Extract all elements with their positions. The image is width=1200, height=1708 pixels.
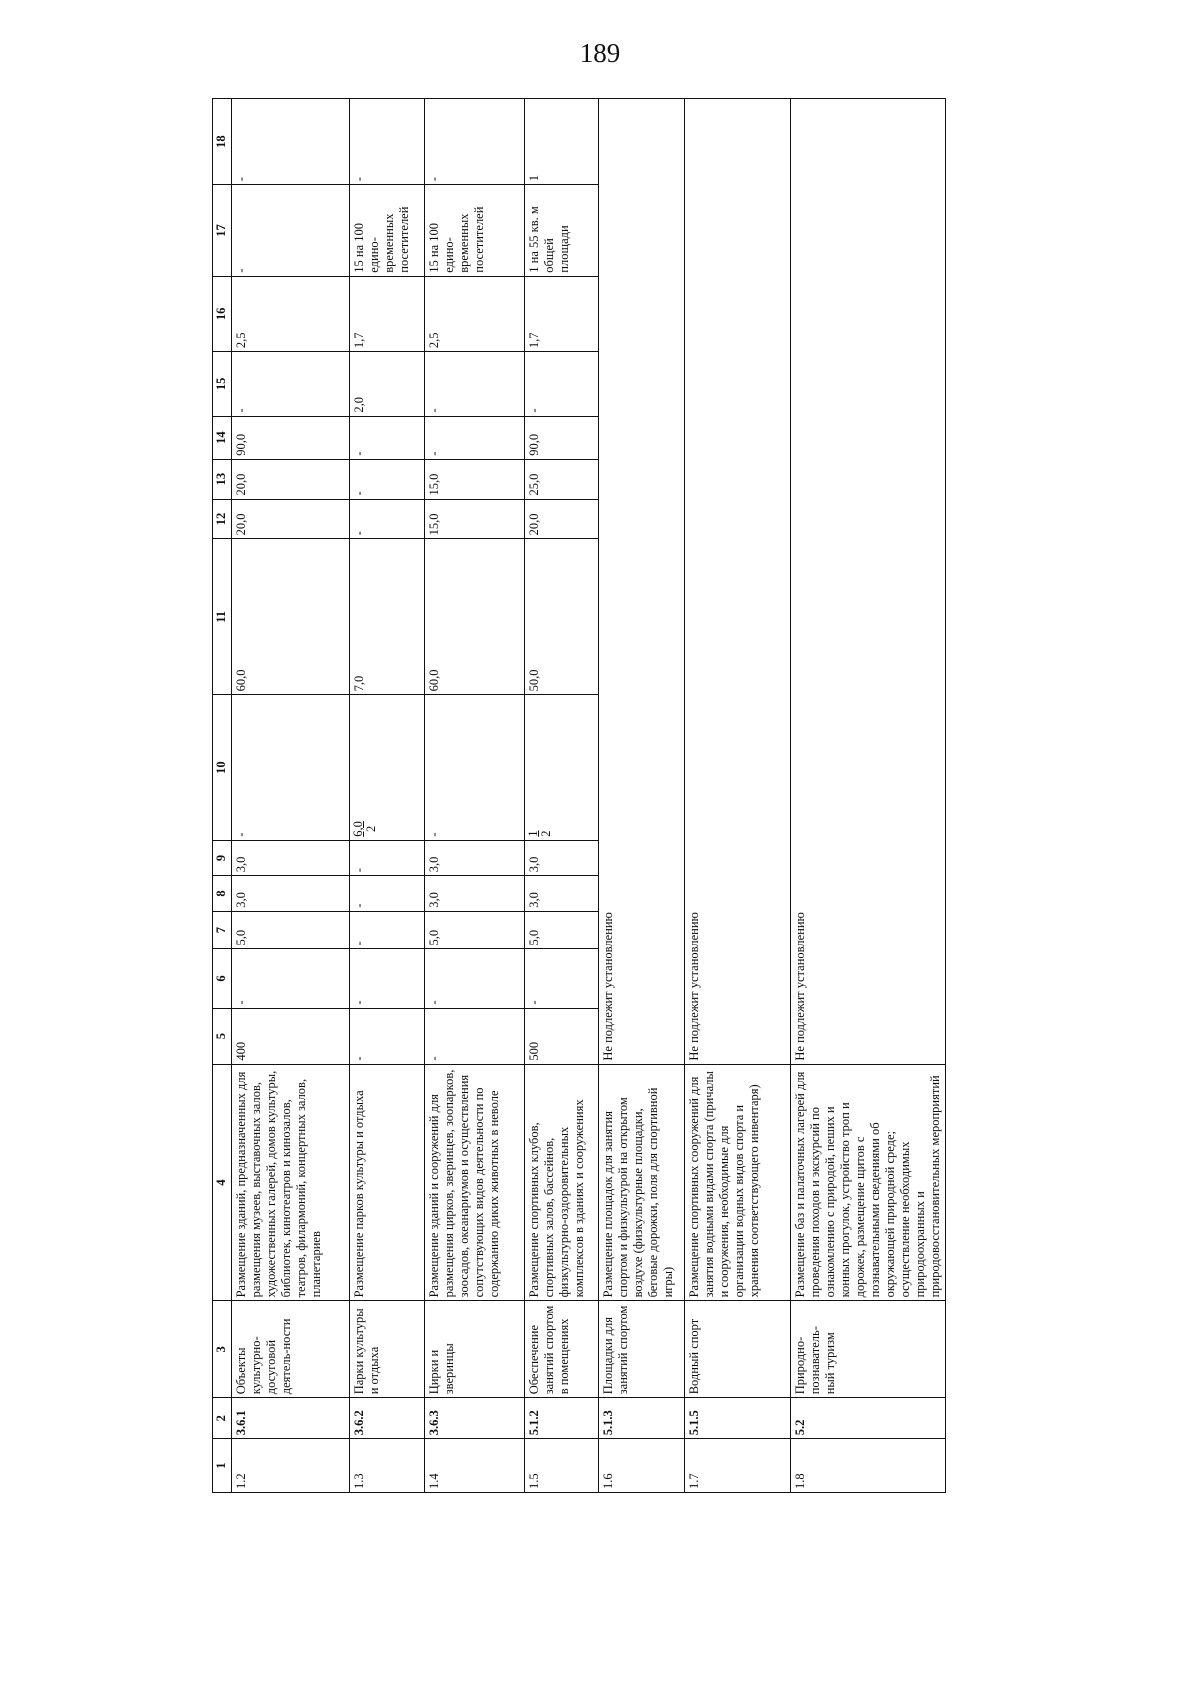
cell-17: 15 на 100 едино-временных посетителей xyxy=(350,185,425,276)
col-header: 18 xyxy=(213,99,232,185)
cell-18: - xyxy=(232,99,350,185)
col-header: 17 xyxy=(213,185,232,276)
code: 5.1.5 xyxy=(685,1398,791,1439)
row-number: 1.6 xyxy=(599,1439,685,1493)
rotated-table-container xyxy=(212,98,942,1493)
cell-9: 3,0 xyxy=(525,840,599,876)
cell-18: - xyxy=(350,99,425,185)
cell-8: 3,0 xyxy=(525,876,599,912)
fraction-denominator: 2 xyxy=(539,830,553,837)
cell-10: - xyxy=(425,695,525,840)
land-use-table xyxy=(212,98,946,1493)
cell-14: 90,0 xyxy=(525,416,599,459)
cell-7: 5,0 xyxy=(525,911,599,949)
use-type-description: Размещение площадок для занятия спортом и физкультурой на открытом воздухе (физкультурные площадки, беговые дорожки, поля для спортивной игры) xyxy=(599,1064,685,1301)
code: 5.2 xyxy=(791,1398,946,1439)
col-header: 13 xyxy=(213,459,232,499)
cell-10 xyxy=(350,695,425,840)
use-type-name: Цирки и зверинцы xyxy=(425,1301,525,1398)
cell-8: 3,0 xyxy=(232,876,350,912)
row-number: 1.4 xyxy=(425,1439,525,1493)
row-number: 1.7 xyxy=(685,1439,791,1493)
col-header: 8 xyxy=(213,876,232,912)
table-row xyxy=(232,99,350,1493)
cell-18: - xyxy=(425,99,525,185)
col-header: 15 xyxy=(213,352,232,417)
use-type-name: Парки культуры и отдыха xyxy=(350,1301,425,1398)
fraction-numerator: 1 xyxy=(526,830,540,837)
cell-11: 60,0 xyxy=(232,539,350,695)
row-number: 1.8 xyxy=(791,1439,946,1493)
cell-14: 90,0 xyxy=(232,416,350,459)
row-number: 1.5 xyxy=(525,1439,599,1493)
col-header: 16 xyxy=(213,276,232,351)
use-type-name: Обеспечение занятий спортом в помещениях xyxy=(525,1301,599,1398)
col-header: 5 xyxy=(213,1008,232,1064)
cell-16: 1,7 xyxy=(525,276,599,351)
cell-9: - xyxy=(350,840,425,876)
cell-11: 7,0 xyxy=(350,539,425,695)
cell-5: 500 xyxy=(525,1008,599,1064)
code: 3.6.1 xyxy=(232,1398,350,1439)
header-row xyxy=(213,99,232,1493)
use-type-name: Природно-познаватель-ный туризм xyxy=(791,1301,946,1398)
page-number: 189 xyxy=(579,38,621,68)
cell-13: 15,0 xyxy=(425,459,525,499)
col-header: 3 xyxy=(213,1301,232,1398)
table-row xyxy=(425,99,525,1493)
cell-9: 3,0 xyxy=(232,840,350,876)
cell-17: - xyxy=(232,185,350,276)
cell-17: 1 на 55 кв. м общей площади xyxy=(525,185,599,276)
table-row xyxy=(791,99,946,1493)
cell-11: 50,0 xyxy=(525,539,599,695)
not-set-cell: Не подлежит установлению xyxy=(599,99,685,1065)
cell-15: - xyxy=(525,352,599,417)
row-number: 1.3 xyxy=(350,1439,425,1493)
col-header: 6 xyxy=(213,949,232,1008)
cell-16: 1,7 xyxy=(350,276,425,351)
col-header: 2 xyxy=(213,1398,232,1439)
use-type-name: Площадки для занятий спортом xyxy=(599,1301,685,1398)
cell-12: 20,0 xyxy=(232,499,350,539)
cell-11: 60,0 xyxy=(425,539,525,695)
not-set-cell: Не подлежит установлению xyxy=(685,99,791,1065)
code: 3.6.3 xyxy=(425,1398,525,1439)
fraction-numerator: 6,0 xyxy=(351,821,365,837)
cell-16: 2,5 xyxy=(232,276,350,351)
fraction xyxy=(527,830,553,836)
col-header: 12 xyxy=(213,499,232,539)
cell-7: 5,0 xyxy=(425,911,525,949)
cell-15: - xyxy=(425,352,525,417)
col-header: 4 xyxy=(213,1064,232,1301)
table-row xyxy=(685,99,791,1493)
col-header: 14 xyxy=(213,416,232,459)
not-set-cell: Не подлежит установлению xyxy=(791,99,946,1065)
cell-12: 15,0 xyxy=(425,499,525,539)
cell-15: 2,0 xyxy=(350,352,425,417)
table-row xyxy=(599,99,685,1493)
cell-10: - xyxy=(232,695,350,840)
cell-10 xyxy=(525,695,599,840)
cell-5: 400 xyxy=(232,1008,350,1064)
code: 3.6.2 xyxy=(350,1398,425,1439)
col-header: 11 xyxy=(213,539,232,695)
cell-6: - xyxy=(232,949,350,1008)
cell-15: - xyxy=(232,352,350,417)
cell-5: - xyxy=(350,1008,425,1064)
row-number: 1.2 xyxy=(232,1439,350,1493)
cell-13: 25,0 xyxy=(525,459,599,499)
table-row xyxy=(525,99,599,1493)
table-row xyxy=(350,99,425,1493)
cell-8: 3,0 xyxy=(425,876,525,912)
col-header: 9 xyxy=(213,840,232,876)
code: 5.1.3 xyxy=(599,1398,685,1439)
cell-14: - xyxy=(350,416,425,459)
cell-13: - xyxy=(350,459,425,499)
cell-16: 2,5 xyxy=(425,276,525,351)
cell-6: - xyxy=(350,949,425,1008)
code: 5.1.2 xyxy=(525,1398,599,1439)
use-type-description: Размещение спортивных сооружений для занятия водными видами спорта (причалы и сооружения, необходимые для организации водных видов спорта и хранения соответствующего инвентаря) xyxy=(685,1064,791,1301)
use-type-description: Размещение спортивных клубов, спортивных залов, бассейнов, физкультурно-оздоровительных комплексов в зданиях и сооружениях xyxy=(525,1064,599,1301)
col-header: 1 xyxy=(213,1439,232,1493)
cell-12: 20,0 xyxy=(525,499,599,539)
use-type-description: Размещение зданий, предназначенных для размещения музеев, выставочных залов, художественных галерей, домов культуры, библиотек, кинотеатров и кинозалов, театров, филармоний, концертных залов, планетариев xyxy=(232,1064,350,1301)
use-type-name: Водный спорт xyxy=(685,1301,791,1398)
use-type-description: Размещение зданий и сооружений для размещения цирков, зверинцев, зоопарков, зоосадов, океанариумов и осуществления сопутствующих видов деятельности по содержанию диких животных в неволе xyxy=(425,1064,525,1301)
cell-14: - xyxy=(425,416,525,459)
cell-12: - xyxy=(350,499,425,539)
use-type-description: Размещение баз и палаточных лагерей для проведения походов и экскурсий по ознакомлению с природой, пеших и конных прогулок, устройство троп и дорожек, размещение щитов с познавательными сведениями об окружающей природной среде; осуществление необходимых природоохранных и природовосстановительных мероприятий xyxy=(791,1064,946,1301)
col-header: 7 xyxy=(213,911,232,949)
cell-17: 15 на 100 едино-временных посетителей xyxy=(425,185,525,276)
cell-8: - xyxy=(350,876,425,912)
cell-13: 20,0 xyxy=(232,459,350,499)
cell-5: - xyxy=(425,1008,525,1064)
fraction-denominator: 2 xyxy=(364,825,378,833)
cell-7: 5,0 xyxy=(232,911,350,949)
cell-18: 1 xyxy=(525,99,599,185)
fraction xyxy=(352,821,378,837)
use-type-name: Объекты культурно-досуговой деятель-ности xyxy=(232,1301,350,1398)
col-header: 10 xyxy=(213,695,232,840)
use-type-description: Размещение парков культуры и отдыха xyxy=(350,1064,425,1301)
cell-9: 3,0 xyxy=(425,840,525,876)
cell-7: - xyxy=(350,911,425,949)
cell-6: - xyxy=(425,949,525,1008)
cell-6: - xyxy=(525,949,599,1008)
